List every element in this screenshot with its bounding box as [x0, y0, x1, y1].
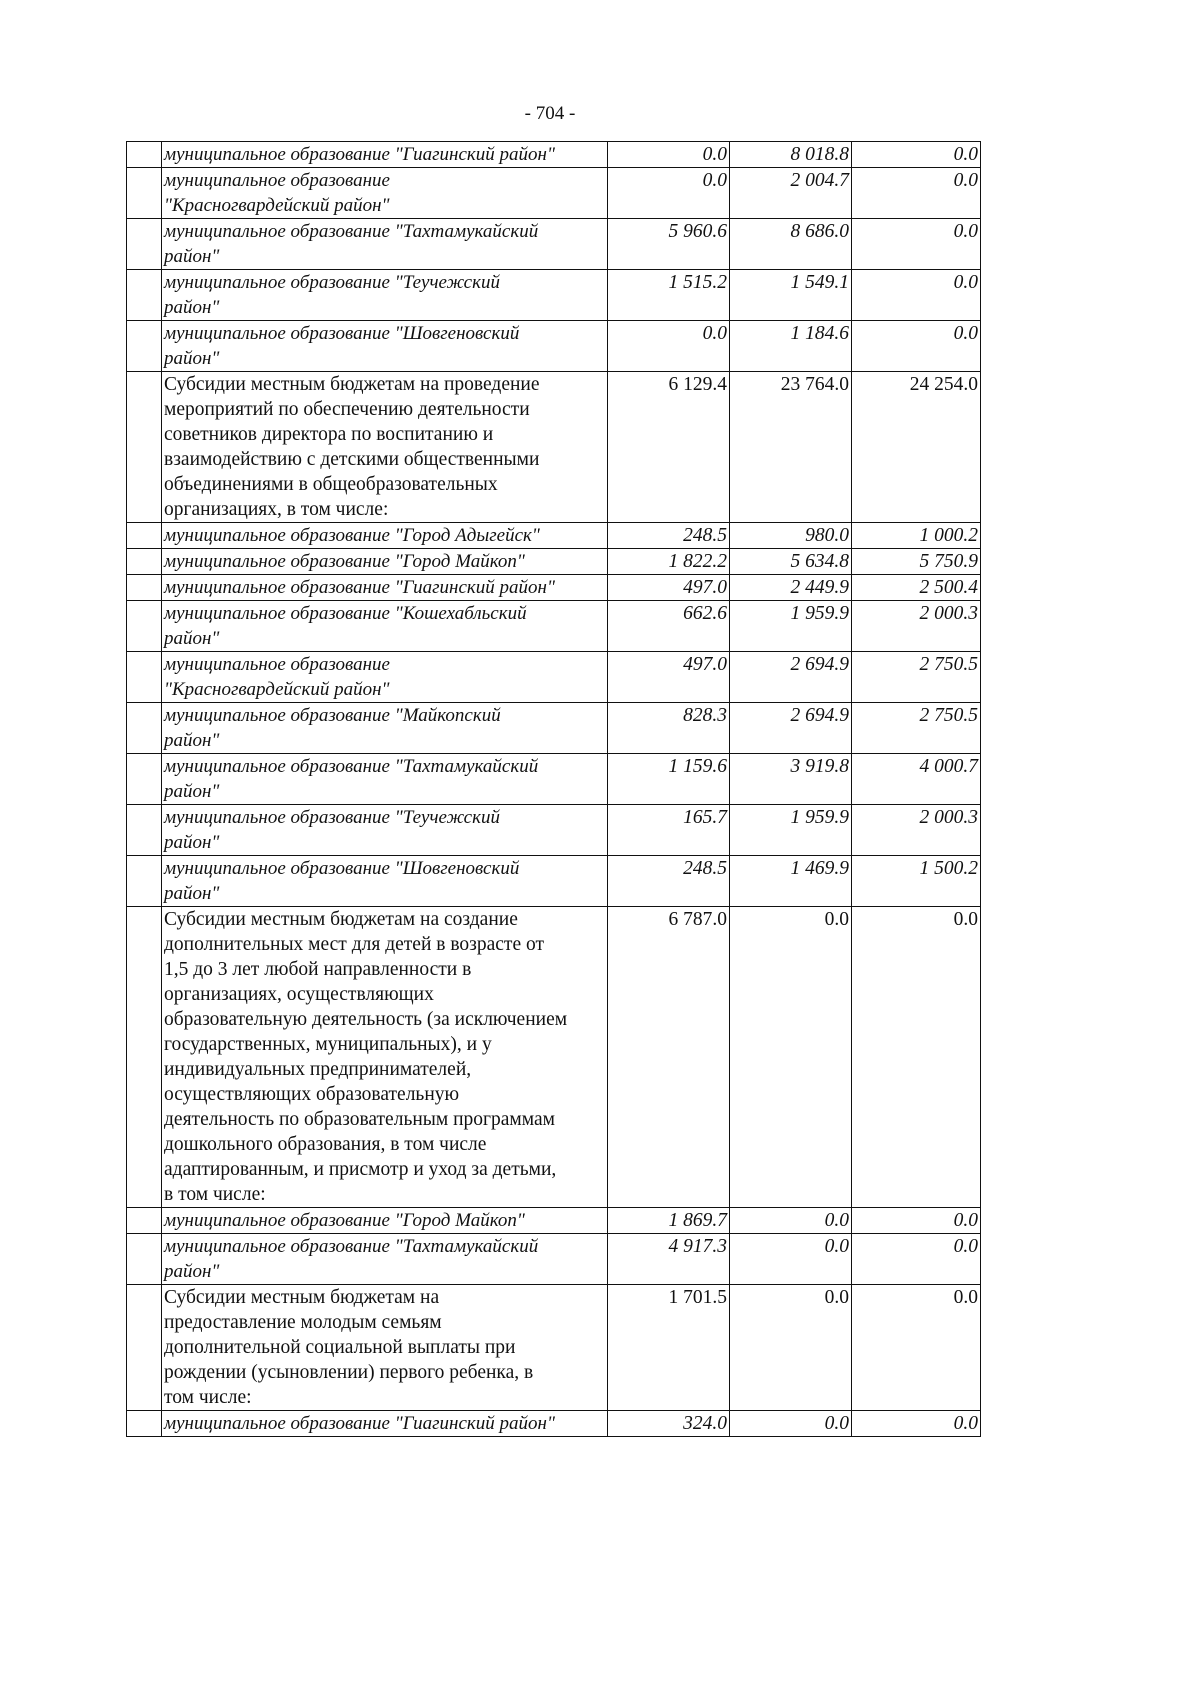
row-label: муниципальное образование "Теучежский район": [162, 805, 608, 856]
municipality-row: [127, 601, 981, 652]
municipality-row: [127, 321, 981, 372]
amount-year-3: 24 254.0: [852, 372, 981, 523]
row-index-cell: [127, 1285, 162, 1411]
row-label: муниципальное образование "Тахтамукайский район": [162, 1234, 608, 1285]
row-index-cell: [127, 549, 162, 575]
row-label: муниципальное образование "Шовгеновский район": [162, 856, 608, 907]
row-label: муниципальное образование "Красногвардейский район": [162, 168, 608, 219]
row-index-cell: [127, 652, 162, 703]
row-label: муниципальное образование "Тахтамукайский район": [162, 754, 608, 805]
row-index-cell: [127, 805, 162, 856]
amount-year-2: 5 634.8: [730, 549, 852, 575]
row-index-cell: [127, 1411, 162, 1437]
amount-year-3: 0.0: [852, 1208, 981, 1234]
municipality-row: [127, 754, 981, 805]
amount-year-2: 1 184.6: [730, 321, 852, 372]
row-label: Субсидии местным бюджетам на создание дополнительных мест для детей в возрасте от 1,5 до 3 лет любой направленности в организациях, осуществляющих образовательную деятельность (за исключением государственных, муниципальных), и у индивидуальных предпринимателей, осуществляющих образовательную деятельность по образовательным программам дошкольного образования, в том числе адаптированным, и присмотр и уход за детьми, в том числе:: [162, 907, 608, 1208]
amount-year-2: 1 959.9: [730, 601, 852, 652]
row-label: муниципальное образование "Красногвардейский район": [162, 652, 608, 703]
amount-year-1: 6 787.0: [608, 907, 730, 1208]
row-index-cell: [127, 321, 162, 372]
row-index-cell: [127, 142, 162, 168]
municipality-row: [127, 168, 981, 219]
subsidy-row: [127, 907, 981, 1208]
amount-year-2: 8 686.0: [730, 219, 852, 270]
row-index-cell: [127, 703, 162, 754]
row-label: муниципальное образование "Шовгеновский район": [162, 321, 608, 372]
row-label: Субсидии местным бюджетам на предоставление молодым семьям дополнительной социальной выплаты при рождении (усыновлении) первого ребенка, в том числе:: [162, 1285, 608, 1411]
amount-year-3: 2 000.3: [852, 805, 981, 856]
municipality-row: [127, 1411, 981, 1437]
subsidy-row: [127, 1285, 981, 1411]
amount-year-3: 0.0: [852, 270, 981, 321]
row-label: муниципальное образование "Майкопский район": [162, 703, 608, 754]
row-label: муниципальное образование "Город Адыгейск": [162, 523, 608, 549]
amount-year-1: 497.0: [608, 575, 730, 601]
amount-year-2: 2 449.9: [730, 575, 852, 601]
amount-year-1: 0.0: [608, 168, 730, 219]
municipality-row: [127, 523, 981, 549]
amount-year-2: 0.0: [730, 1285, 852, 1411]
row-index-cell: [127, 270, 162, 321]
amount-year-1: 165.7: [608, 805, 730, 856]
row-index-cell: [127, 523, 162, 549]
row-index-cell: [127, 219, 162, 270]
amount-year-3: 1 000.2: [852, 523, 981, 549]
amount-year-3: 0.0: [852, 907, 981, 1208]
amount-year-1: 497.0: [608, 652, 730, 703]
amount-year-1: 4 917.3: [608, 1234, 730, 1285]
amount-year-3: 5 750.9: [852, 549, 981, 575]
row-label: муниципальное образование "Гиагинский район": [162, 1411, 608, 1437]
row-label: муниципальное образование "Город Майкоп": [162, 1208, 608, 1234]
amount-year-2: 2 004.7: [730, 168, 852, 219]
municipality-row: [127, 219, 981, 270]
row-index-cell: [127, 856, 162, 907]
budget-table: [126, 141, 981, 1437]
amount-year-1: 0.0: [608, 142, 730, 168]
row-index-cell: [127, 372, 162, 523]
amount-year-3: 0.0: [852, 168, 981, 219]
row-index-cell: [127, 601, 162, 652]
amount-year-2: 1 549.1: [730, 270, 852, 321]
amount-year-1: 0.0: [608, 321, 730, 372]
amount-year-1: 662.6: [608, 601, 730, 652]
amount-year-2: 0.0: [730, 1208, 852, 1234]
amount-year-2: 1 469.9: [730, 856, 852, 907]
amount-year-3: 0.0: [852, 219, 981, 270]
amount-year-3: 0.0: [852, 1411, 981, 1437]
row-index-cell: [127, 754, 162, 805]
row-label: муниципальное образование "Теучежский район": [162, 270, 608, 321]
amount-year-1: 1 822.2: [608, 549, 730, 575]
municipality-row: [127, 652, 981, 703]
municipality-row: [127, 856, 981, 907]
row-index-cell: [127, 907, 162, 1208]
row-label: муниципальное образование "Тахтамукайский район": [162, 219, 608, 270]
amount-year-2: 3 919.8: [730, 754, 852, 805]
amount-year-1: 6 129.4: [608, 372, 730, 523]
amount-year-3: 0.0: [852, 1234, 981, 1285]
municipality-row: [127, 1234, 981, 1285]
amount-year-1: 1 701.5: [608, 1285, 730, 1411]
amount-year-3: 2 500.4: [852, 575, 981, 601]
amount-year-2: 980.0: [730, 523, 852, 549]
amount-year-1: 1 515.2: [608, 270, 730, 321]
municipality-row: [127, 142, 981, 168]
row-label: Субсидии местным бюджетам на проведение мероприятий по обеспечению деятельности советников директора по воспитанию и взаимодействию с детскими общественными объединениями в общеобразовательных организациях, в том числе:: [162, 372, 608, 523]
municipality-row: [127, 703, 981, 754]
amount-year-3: 4 000.7: [852, 754, 981, 805]
row-index-cell: [127, 168, 162, 219]
amount-year-1: 324.0: [608, 1411, 730, 1437]
row-index-cell: [127, 575, 162, 601]
amount-year-3: 1 500.2: [852, 856, 981, 907]
amount-year-2: 8 018.8: [730, 142, 852, 168]
municipality-row: [127, 805, 981, 856]
amount-year-3: 2 000.3: [852, 601, 981, 652]
amount-year-3: 2 750.5: [852, 703, 981, 754]
subsidy-row: [127, 372, 981, 523]
municipality-row: [127, 270, 981, 321]
amount-year-2: 2 694.9: [730, 652, 852, 703]
page-number: - 704 -: [524, 103, 576, 124]
municipality-row: [127, 1208, 981, 1234]
row-index-cell: [127, 1208, 162, 1234]
amount-year-3: 0.0: [852, 142, 981, 168]
amount-year-2: 0.0: [730, 1411, 852, 1437]
amount-year-2: 0.0: [730, 907, 852, 1208]
amount-year-2: 0.0: [730, 1234, 852, 1285]
row-label: муниципальное образование "Гиагинский район": [162, 575, 608, 601]
row-label: муниципальное образование "Кошехабльский район": [162, 601, 608, 652]
amount-year-2: 2 694.9: [730, 703, 852, 754]
amount-year-3: 0.0: [852, 321, 981, 372]
amount-year-3: 2 750.5: [852, 652, 981, 703]
amount-year-2: 23 764.0: [730, 372, 852, 523]
row-index-cell: [127, 1234, 162, 1285]
amount-year-1: 1 159.6: [608, 754, 730, 805]
municipality-row: [127, 575, 981, 601]
amount-year-1: 248.5: [608, 523, 730, 549]
municipality-row: [127, 549, 981, 575]
row-label: муниципальное образование "Гиагинский район": [162, 142, 608, 168]
row-label: муниципальное образование "Город Майкоп": [162, 549, 608, 575]
amount-year-3: 0.0: [852, 1285, 981, 1411]
amount-year-1: 1 869.7: [608, 1208, 730, 1234]
amount-year-2: 1 959.9: [730, 805, 852, 856]
amount-year-1: 248.5: [608, 856, 730, 907]
amount-year-1: 828.3: [608, 703, 730, 754]
amount-year-1: 5 960.6: [608, 219, 730, 270]
